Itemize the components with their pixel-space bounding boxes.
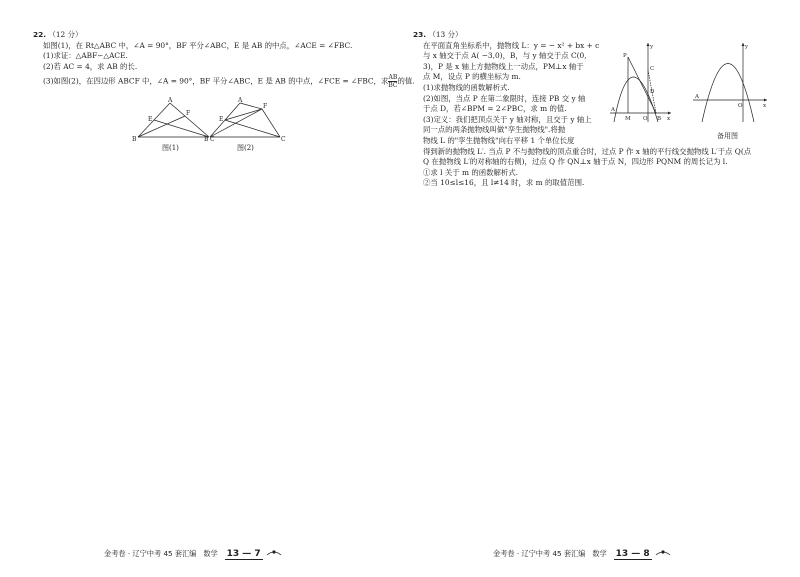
label-b: B (132, 136, 137, 143)
question-23-number: 23. (413, 30, 427, 39)
label-e: E (219, 116, 224, 123)
question-23-part3: 同一点的两条抛物线叫做"孪生抛物线".将抛 (423, 125, 566, 135)
question-23-line: 点 M，设点 P 的横坐标为 m. (423, 72, 521, 82)
label-c: C (650, 66, 655, 72)
label-o: O (738, 103, 743, 109)
question-23-subpart1: ①求 l 关于 m 的函数解析式. (423, 167, 519, 177)
page-number: 13 — 8 (615, 549, 650, 559)
label-f: F (186, 110, 191, 117)
label-a: A (168, 97, 173, 104)
question-22-part1: (1)求证：△ABF∽△ACE. (43, 51, 128, 61)
page-number: 13 — 7 (226, 549, 261, 559)
axis-x-label: x (667, 116, 671, 122)
label-o: O (643, 116, 648, 122)
label-m: M (625, 116, 631, 122)
parabola-graph (608, 40, 673, 125)
label-a: A (611, 107, 615, 113)
question-23-line: 与 x 轴交于点 A( −3,0)，B，与 y 轴交于点 C(0, (423, 51, 587, 61)
question-23-points: （13 分） (428, 30, 463, 39)
label-b: B (657, 116, 662, 122)
label-c: C (210, 136, 215, 143)
question-22-part2: (2)若 AC = 4，求 AB 的长. (43, 61, 138, 71)
axis-y-label: y (650, 44, 654, 50)
figure-2-caption: 图(2) (237, 144, 254, 152)
footer-series: 金考卷 · 辽宁中考 45 套汇编 (493, 549, 586, 558)
label-c: C (281, 136, 286, 143)
label-a: A (695, 94, 699, 100)
question-23-part3: 得到新的抛物线 L′. 当点 P 不与抛物线的顶点重合时，过点 P 作 x 轴的平行线交抛物线 L′于点 Q(点 (423, 146, 752, 156)
question-23-part3: 物线 L 的"孪生抛物线"向右平移 1 个单位长度 (423, 135, 575, 145)
label-p: P (623, 53, 627, 59)
question-23-part2: 于点 D，若∠BPM = 2∠PBC，求 m 的值. (423, 104, 567, 114)
question-22-part3: (3)如图(2)，在四边形 ABCF 中，∠A = 90°，BF 平分∠ABC，E 是 AB 的中点，∠FCE = ∠FBC，求 $\frac{AB}{BC}$ 的值. (43, 74, 415, 90)
figure-2-quadrilateral (200, 95, 290, 145)
publisher-logo-icon (654, 548, 672, 560)
question-23-line: 在平面直角坐标系中，抛物线 L：y = − x² + bx + c (423, 40, 600, 50)
figure-1-caption: 图(1) (162, 144, 179, 152)
footer-subject: 数学 (592, 549, 607, 558)
question-22-number: 22. (33, 30, 47, 39)
question-23-part1: (1)求抛物线的函数解析式. (423, 82, 510, 92)
footer-right (493, 548, 672, 560)
footer-subject: 数学 (203, 549, 218, 558)
question-23-line: 3)，P 是 x 轴上方抛物线上一动点，PM⊥x 轴于 (423, 61, 584, 71)
publisher-logo-icon (265, 548, 283, 560)
question-23-part3: Q 在抛物线 L′的对称轴的右侧)，过点 Q 作 QN⊥x 轴于点 N，四边形 PQNM 的周长记为 l. (423, 157, 728, 167)
question-22-points: （12 分） (48, 30, 83, 39)
label-e: E (148, 116, 153, 123)
label-a: A (238, 97, 243, 104)
question-22-intro: 如图(1)，在 Rt△ABC 中，∠A = 90°，BF 平分∠ABC，E 是 AB 的中点，∠ACE = ∠FBC. (43, 40, 353, 50)
question-23-part2: (2)如图，当点 P 在第二象限时，连接 PB 交 y 轴 (423, 93, 586, 103)
question-22 (33, 30, 415, 90)
axis-x-label: x (763, 103, 767, 109)
footer-left (104, 548, 283, 560)
axis-y-label: y (745, 44, 749, 50)
fraction-ab-bc: $\frac{AB}{BC}$ (388, 74, 398, 90)
backup-graph (690, 40, 770, 125)
backup-graph-caption: 备用图 (717, 132, 738, 140)
label-b: B (204, 136, 209, 143)
label-f: F (263, 103, 268, 110)
question-23-subpart2: ②当 10≤l≤16，且 l≠14 时，求 m 的取值范围. (423, 178, 585, 188)
question-23-part3: (3)定义：我们把顶点关于 y 轴对称，且交于 y 轴上 (423, 114, 592, 124)
label-d: D (650, 89, 655, 95)
footer-series: 金考卷 · 辽宁中考 45 套汇编 (104, 549, 197, 558)
